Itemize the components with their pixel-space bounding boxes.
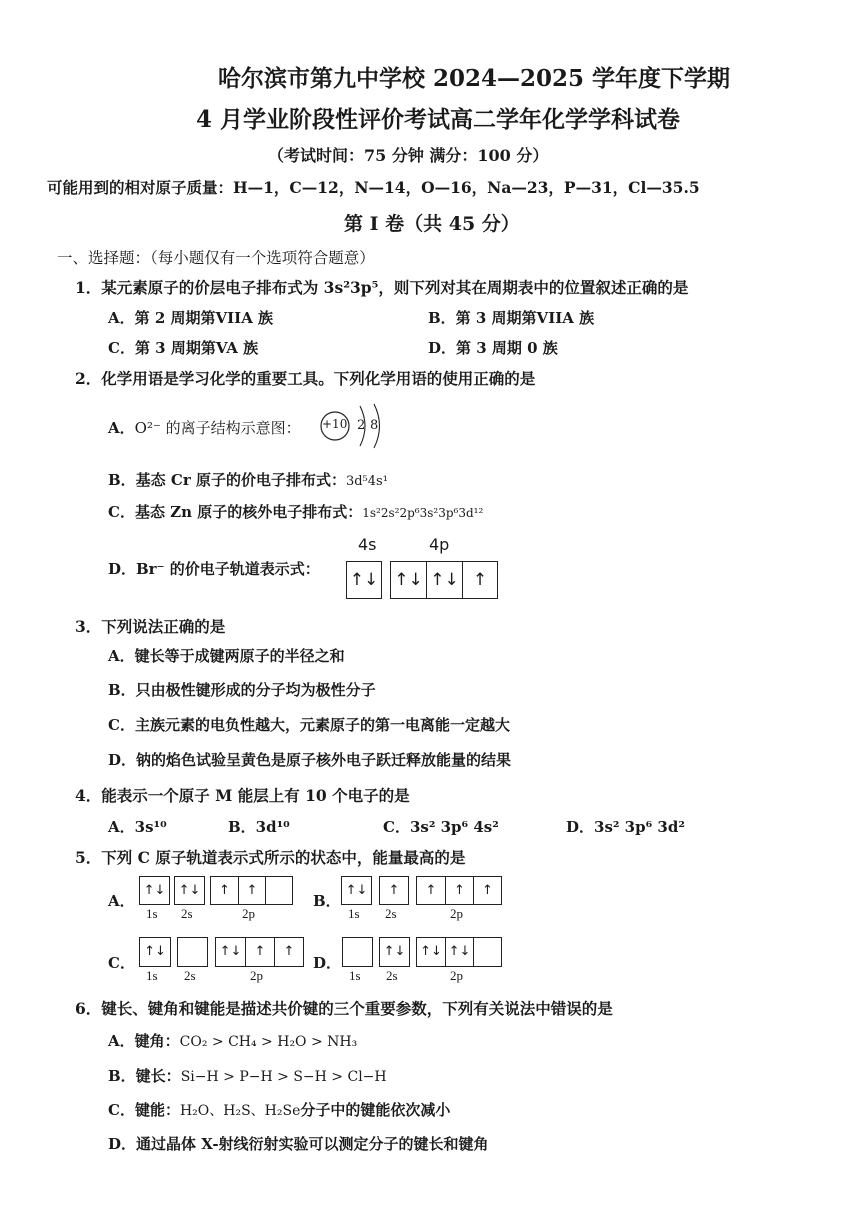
q4-stem: 4．能表示一个原子 M 能层上有 10 个电子的是 [75, 786, 410, 805]
q2-c-text: C．基态 Zn 原子的核外电子排布式： [108, 503, 363, 521]
q5-d-1s [342, 937, 373, 967]
orbital-cell [473, 938, 501, 966]
q5-d-2p [416, 937, 502, 967]
orbital-cell: ↑↓ [345, 883, 368, 898]
q5-b-1s [341, 876, 372, 905]
q5-c-label-2p: 2p [250, 968, 263, 983]
ion-nucleus: +10 [322, 417, 348, 431]
q2-stem: 2．化学用语是学习化学的重要工具。下列化学用语的使用正确的是 [75, 369, 536, 388]
orbital-cell: ↑↓ [426, 562, 462, 598]
orbital-cell [265, 877, 292, 904]
q1-option-d: D．第 3 周期 0 族 [428, 339, 558, 357]
q2-option-c [108, 501, 483, 522]
orbital-cell: ↑↓ [349, 570, 379, 590]
q6-option-b [108, 1065, 387, 1086]
orbital-cell: ↑ [425, 883, 437, 898]
volume-title: 第 I 卷（共 45 分） [344, 213, 520, 235]
orbital-cell: ↑↓ [143, 883, 166, 898]
q6-c-formula: H₂O、H₂S、H₂Se [179, 1103, 301, 1119]
orbital-cell: ↑↓ [420, 944, 442, 959]
q5-a-2p [210, 876, 293, 905]
q2-d-orbital-4p [390, 561, 498, 599]
q5-c-2s [177, 937, 208, 967]
orbital-cell: ↑↓ [383, 944, 406, 959]
title-line-2: 4 月学业阶段性评价考试高二学年化学学科试卷 [196, 106, 681, 133]
orbital-cell: ↑ [219, 883, 230, 898]
q5-a-label-2p: 2p [242, 906, 255, 921]
q5-option-d-letter: D． [313, 954, 342, 972]
q6-b-formula: Si−H > P−H > S−H > Cl−H [180, 1069, 387, 1085]
q1-option-b: B．第 3 周期第VIIA 族 [428, 309, 595, 327]
q3-option-b: B．只由极性键形成的分子均为极性分子 [108, 681, 376, 699]
q5-d-label-2p: 2p [450, 968, 463, 983]
q4-option-b: B．3d¹⁰ [228, 818, 290, 836]
q5-b-2s [379, 876, 409, 905]
orbital-cell: ↑ [473, 877, 501, 904]
q2-option-a [108, 417, 301, 438]
q5-b-2p [416, 876, 502, 905]
q5-a-1s [139, 876, 170, 905]
q3-option-d: D．钠的焰色试验呈黄色是原子核外电子跃迁释放能量的结果 [108, 751, 512, 769]
q5-stem: 5．下列 C 原子轨道表示式所示的状态中，能量最高的是 [75, 848, 466, 867]
q6-c-label: C．键能： [108, 1101, 180, 1119]
q6-option-d: D．通过晶体 X-射线衍射实验可以测定分子的键长和键角 [108, 1135, 489, 1153]
q2-c-formula: 1s²2s²2p⁶3s²3p⁶3d¹² [362, 506, 484, 520]
q2-d-label-4p: 4p [429, 535, 450, 554]
orbital-cell: ↑ [445, 877, 473, 904]
orbital-cell [178, 938, 207, 966]
ion-shell-2: 8 [370, 418, 379, 433]
orbital-cell: ↑↓ [219, 944, 242, 959]
orbital-cell: ↑ [274, 938, 303, 966]
q5-d-label-2s: 2s [386, 968, 398, 983]
q5-a-label-1s: 1s [146, 906, 158, 921]
q2-b-text: B．基态 Cr 原子的价电子排布式： [108, 471, 346, 489]
q4-option-a: A．3s¹⁰ [108, 818, 167, 836]
orbital-cell: ↑↓ [178, 883, 201, 898]
q6-c-suffix: 分子中的键能依次减小 [300, 1101, 451, 1119]
q4-option-c: C．3s² 3p⁶ 4s² [383, 818, 499, 836]
orbital-cell: ↑ [238, 877, 265, 904]
q5-c-1s [139, 937, 171, 967]
q2-d-orbital-4s [346, 561, 382, 599]
q2-option-b [108, 469, 388, 490]
q2-b-formula: 3d⁵4s¹ [345, 474, 388, 489]
q2-d-label-4s: 4s [358, 535, 377, 554]
orbital-cell: ↑↓ [144, 944, 166, 959]
q6-stem: 6．键长、键角和键能是描述共价键的三个重要参数，下列有关说法中错误的是 [75, 999, 613, 1018]
title-line-1: 哈尔滨市第九中学校 2024—2025 学年度下学期 [218, 65, 731, 92]
q5-c-2p [215, 937, 304, 967]
q3-stem: 3．下列说法正确的是 [75, 617, 226, 636]
q4-option-d: D．3s² 3p⁶ 3d² [566, 818, 685, 836]
q1-option-c: C．第 3 周期第VA 族 [108, 339, 259, 357]
orbital-cell [343, 938, 372, 966]
q5-option-b-letter: B． [313, 892, 341, 910]
q5-c-label-1s: 1s [146, 968, 158, 983]
q6-b-label: B．键长： [108, 1067, 181, 1085]
q6-a-label: A．键角： [108, 1032, 180, 1050]
q2-a-prefix: A． [108, 419, 135, 437]
orbital-cell: ↑↓ [445, 938, 473, 966]
orbital-cell: ↑ [388, 883, 400, 898]
q5-d-2s [379, 937, 410, 967]
orbital-cell: ↑ [245, 938, 274, 966]
ion-shell-1: 2 [357, 418, 366, 433]
q6-a-formula: CO₂ > CH₄ > H₂O > NH₃ [179, 1034, 358, 1050]
orbital-cell: ↑↓ [394, 570, 423, 590]
q2-option-d: D．Br⁻ 的价电子轨道表示式： [108, 560, 320, 578]
q5-c-label-2s: 2s [184, 968, 196, 983]
q3-option-a: A．键长等于成键两原子的半径之和 [108, 647, 345, 665]
q5-a-2s [174, 876, 205, 905]
ion-structure-diagram [318, 400, 388, 450]
section-title: 一、选择题：（每小题仅有一个选项符合题意） [57, 249, 375, 267]
q5-b-label-1s: 1s [348, 906, 360, 921]
atomic-masses: 可能用到的相对原子质量：H—1，C—12，N—14，O—16，Na—23，P—31，Cl—35.5 [47, 178, 700, 197]
q5-option-a-letter: A． [108, 892, 135, 910]
q2-a-text: O²⁻ 的离子结构示意图： [134, 419, 301, 437]
q1-option-a: A．第 2 周期第VIIA 族 [108, 309, 274, 327]
orbital-cell: ↑ [462, 562, 497, 598]
q1-stem: 1．某元素原子的价层电子排布式为 3s²3p⁵，则下列对其在周期表中的位置叙述正确的是 [75, 278, 689, 297]
q5-d-label-1s: 1s [349, 968, 361, 983]
q5-b-label-2p: 2p [450, 906, 463, 921]
q5-b-label-2s: 2s [385, 906, 397, 921]
exam-info: （考试时间：75 分钟 满分：100 分） [268, 146, 549, 165]
q5-a-label-2s: 2s [181, 906, 193, 921]
q3-option-c: C．主族元素的电负性越大，元素原子的第一电离能一定越大 [108, 716, 510, 734]
q6-option-c [108, 1099, 450, 1120]
q5-option-c-letter: C． [108, 954, 135, 972]
q6-option-a [108, 1030, 357, 1051]
